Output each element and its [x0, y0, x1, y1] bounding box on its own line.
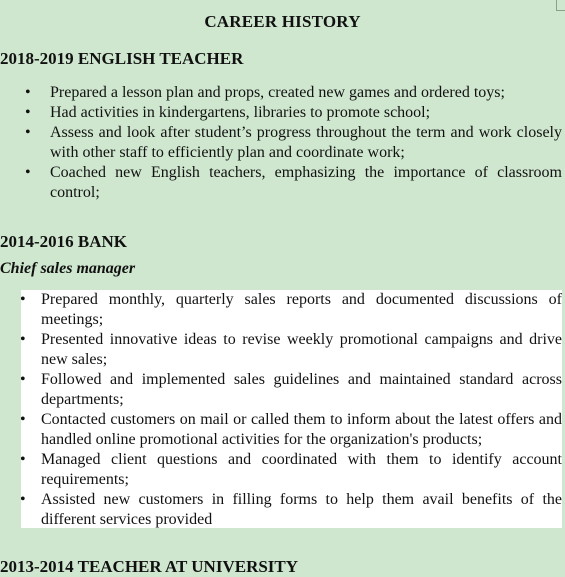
list-item: • Coached new English teachers, emphasizing the importance of classroom control;: [50, 163, 562, 203]
list-item: • Presented innovative ideas to revise weekly promotional campaigns and drive new sales;: [41, 330, 562, 370]
list-item: • Managed client questions and coordinated with them to identify account requirements;: [41, 450, 562, 490]
list-item: • Assess and look after student’s progress throughout the term and work closely with other staff to efficiently plan and coordinate work;: [50, 123, 562, 163]
list-item: • Prepared a lesson plan and props, created new games and ordered toys;: [50, 83, 562, 103]
bank-duties-panel: [21, 290, 562, 528]
job-heading-university-teacher: 2013-2014 TEACHER AT UNIVERSITY: [0, 557, 299, 576]
page-corner-frame: [556, 0, 565, 11]
list-item: • Contacted customers on mail or called them to inform about the latest offers and handled online promotional activities for the organization's products;: [41, 410, 562, 450]
list-item: • Assisted new customers in filling forms to help them avail benefits of the different services provided: [41, 490, 562, 530]
list-item: • Prepared monthly, quarterly sales reports and documented discussions of meetings;: [41, 290, 562, 330]
bank-duties-list: [41, 290, 562, 530]
english-teacher-duties-list: [50, 83, 562, 203]
list-item: • Had activities in kindergartens, libraries to promote school;: [50, 103, 562, 123]
list-item: • Followed and implemented sales guidelines and maintained standard across departments;: [41, 370, 562, 410]
career-history-title: CAREER HISTORY: [204, 12, 361, 31]
job-heading-bank: 2014-2016 BANK: [0, 232, 128, 251]
job-title-chief-sales-manager: Chief sales manager: [0, 260, 136, 277]
job-heading-english-teacher: 2018-2019 ENGLISH TEACHER: [0, 49, 244, 68]
